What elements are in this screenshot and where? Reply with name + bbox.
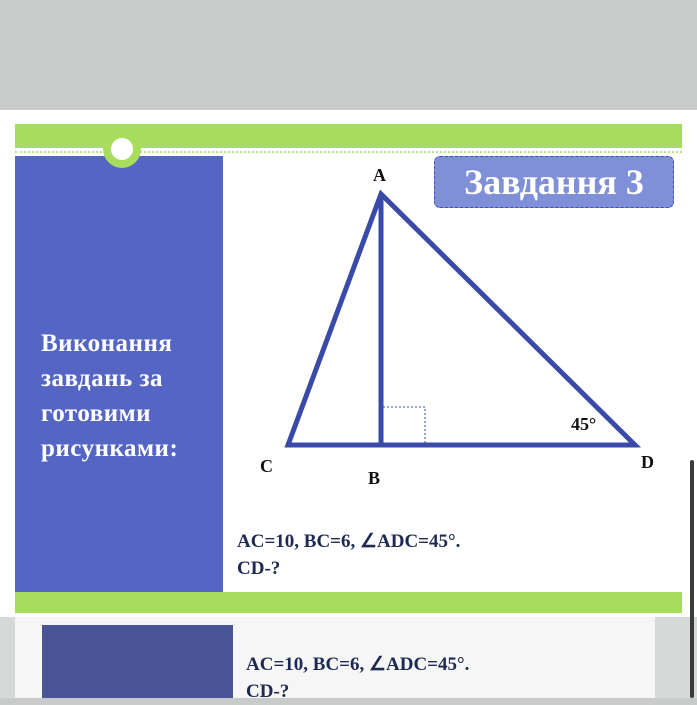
panel-title-line: завдань за: [41, 365, 163, 392]
vertex-label-d: D: [641, 452, 654, 472]
vertex-label-c: C: [260, 456, 273, 476]
condition-question: CD-?: [237, 558, 281, 579]
panel-title-line: готовими: [41, 400, 152, 427]
preview-condition: [246, 651, 469, 705]
preview-condition-line: AC=10, BC=6, ∠ADC=45°.: [246, 654, 470, 675]
triangle-acd: [288, 194, 635, 445]
slide: [15, 120, 682, 617]
vertex-label-b: B: [368, 468, 381, 488]
vertex-label-a: A: [373, 165, 386, 185]
problem-condition: [237, 528, 460, 582]
top-gray-area: [0, 0, 697, 110]
spacer: [0, 110, 697, 120]
condition-line: AC=10, BC=6, ∠ADC=45°.: [237, 531, 461, 552]
panel-title-line: рисунками:: [41, 435, 179, 462]
next-slide-preview: [0, 617, 697, 702]
right-angle-mark: [383, 407, 425, 443]
preview-condition-question: CD-?: [246, 681, 290, 702]
slide-margin-left: [0, 120, 15, 617]
preview-title-panel: [42, 625, 233, 698]
angle-label: 45°: [571, 414, 597, 434]
scrollbar-thumb[interactable]: [690, 460, 694, 698]
task-badge: Завдання 3: [434, 156, 674, 208]
panel-title-line: Виконання: [41, 330, 173, 357]
